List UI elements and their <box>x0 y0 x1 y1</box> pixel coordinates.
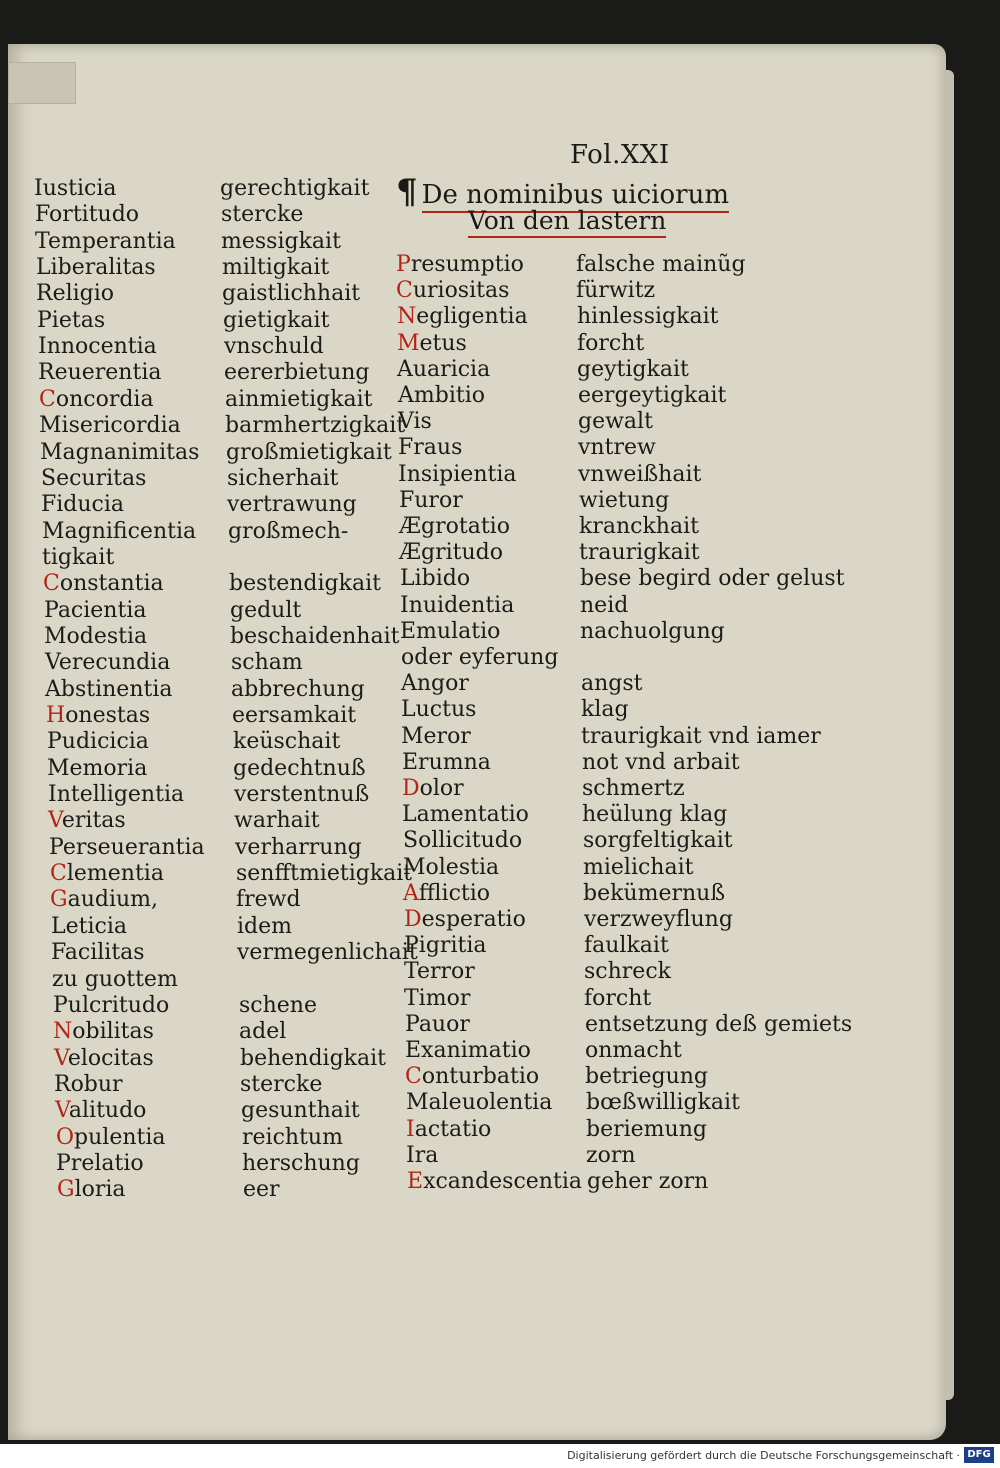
latin-term: Fortitudo <box>35 202 140 228</box>
german-term: beriemung <box>586 1116 707 1142</box>
german-term: eer <box>243 1177 280 1203</box>
german-term: bœßwilligkait <box>586 1090 740 1116</box>
latin-term: zu guottem <box>52 966 178 992</box>
latin-term: Lamentatio <box>402 802 529 828</box>
latin-term: Temperantia <box>35 228 176 254</box>
german-term: not vnd arbait <box>582 749 740 775</box>
latin-term: Excandescentia <box>407 1169 582 1194</box>
latin-term: Afflictio <box>403 880 491 906</box>
latin-term: Iusticia <box>34 176 117 201</box>
latin-term: Misericordia <box>39 413 181 439</box>
german-term: verstentnuß <box>234 782 370 808</box>
latin-term: Ægrotatio <box>399 514 510 539</box>
latin-term: Pauor <box>405 1011 470 1037</box>
german-term: fürwitz <box>576 278 656 304</box>
german-term: gedult <box>230 597 302 623</box>
page-edge <box>946 70 954 1400</box>
page-tab <box>8 62 76 104</box>
latin-term: Abstinentia <box>45 676 173 702</box>
latin-term: tigkait <box>42 544 115 570</box>
latin-term: Veritas <box>48 808 126 834</box>
latin-term: Pigritia <box>404 933 487 959</box>
german-term: eersamkait <box>232 703 357 728</box>
latin-term: Modestia <box>44 623 148 649</box>
german-term: verzweyflung <box>584 907 733 932</box>
section-title-text: De nominibus uiciorum <box>422 180 729 213</box>
german-term: gietigkait <box>223 307 330 333</box>
german-term: klag <box>581 697 629 723</box>
latin-term: Molestia <box>403 854 500 880</box>
latin-term: Conturbatio <box>405 1064 540 1090</box>
german-term: warhait <box>234 808 320 834</box>
german-term: schene <box>239 992 317 1018</box>
german-term: scham <box>231 650 303 676</box>
german-term: forcht <box>577 330 645 356</box>
latin-term: Constantia <box>43 571 164 597</box>
latin-term: Erumna <box>402 749 491 775</box>
german-term: keüschait <box>233 729 341 755</box>
german-term: geytigkait <box>577 356 689 382</box>
german-term: vnweißhait <box>578 461 702 487</box>
latin-term: Prelatio <box>56 1150 144 1176</box>
german-term: vermegenlichait <box>237 940 418 966</box>
latin-term: Valitudo <box>55 1098 147 1124</box>
latin-term: Dolor <box>402 776 464 801</box>
latin-term: Terror <box>404 959 475 985</box>
latin-term: Facilitas <box>51 940 145 966</box>
latin-term: Presumptio <box>396 252 524 277</box>
latin-term: Pacientia <box>44 597 147 623</box>
german-term: barmhertzigkait <box>225 413 406 439</box>
german-term: großmech- <box>228 518 349 544</box>
latin-term: oder eyferung <box>401 645 559 670</box>
latin-term: Memoria <box>47 755 148 781</box>
german-term: eererbietung <box>224 360 370 386</box>
latin-term: Insipientia <box>398 461 517 487</box>
german-term: gaistlichhait <box>222 281 361 307</box>
folio-number: Fol.XXI <box>570 140 670 170</box>
german-term: entsetzung deß gemiets <box>585 1011 853 1037</box>
latin-term: Ægritudo <box>399 540 503 566</box>
latin-term: Liberalitas <box>36 255 156 281</box>
latin-term: Honestas <box>46 703 151 728</box>
german-term: ainmietigkait <box>225 386 373 412</box>
latin-term: Fiducia <box>41 492 125 518</box>
german-term: eergeytigkait <box>578 383 727 408</box>
german-term: neid <box>580 592 629 618</box>
latin-term: Vis <box>398 409 432 435</box>
latin-term: Pudicicia <box>47 729 149 755</box>
german-term: wietung <box>579 487 670 513</box>
german-term: abbrechung <box>231 676 365 702</box>
latin-term: Securitas <box>41 465 147 491</box>
latin-term: Gloria <box>57 1177 126 1203</box>
german-term: reichtum <box>242 1124 343 1150</box>
german-term: senfftmietigkait <box>236 861 413 887</box>
latin-term: Meror <box>401 723 471 749</box>
latin-term: Libido <box>400 566 471 592</box>
german-term: herschung <box>242 1150 360 1176</box>
footer-bar <box>0 1444 1000 1468</box>
german-term: idem <box>237 913 292 939</box>
german-term: messigkait <box>221 228 341 254</box>
latin-term: Maleuolentia <box>406 1090 553 1116</box>
latin-term: Magnanimitas <box>40 439 200 465</box>
german-term: gesunthait <box>241 1098 360 1124</box>
latin-term: Concordia <box>39 386 154 412</box>
latin-term: Nobilitas <box>53 1019 154 1045</box>
pilcrow-mark: ¶ <box>396 172 418 212</box>
german-term: angst <box>581 671 643 697</box>
german-term: falsche mainũg <box>576 252 746 277</box>
german-term: bese begird oder gelust <box>580 566 845 592</box>
latin-term: Emulatio <box>400 618 501 644</box>
latin-term: Clementia <box>50 861 164 887</box>
latin-term: Timor <box>404 985 471 1011</box>
german-term: traurigkait <box>579 540 700 566</box>
german-term: bekümernuß <box>583 880 726 906</box>
latin-term: Leticia <box>51 913 127 939</box>
german-term: hinlessigkait <box>577 304 719 330</box>
latin-term: Iactatio <box>406 1116 492 1142</box>
german-term: schmertz <box>582 776 685 801</box>
german-term: großmietigkait <box>226 439 392 465</box>
latin-term: Furor <box>399 487 463 513</box>
latin-term: Innocentia <box>38 334 157 360</box>
german-term: forcht <box>584 985 652 1011</box>
german-term: kranckhait <box>579 514 699 539</box>
german-term: geher zorn <box>587 1169 709 1194</box>
german-term: gerechtigkait <box>220 176 370 201</box>
latin-term: Pulcritudo <box>53 992 170 1018</box>
latin-term: Religio <box>36 281 115 307</box>
latin-term: Exanimatio <box>405 1038 531 1063</box>
german-term: bestendigkait <box>229 571 381 597</box>
german-term: mielichait <box>583 854 694 880</box>
german-term: stercke <box>221 202 304 228</box>
german-term: vertrawung <box>227 492 357 518</box>
latin-term: Curiositas <box>396 278 510 304</box>
german-term: nachuolgung <box>580 618 725 644</box>
latin-term: Perseuerantia <box>49 834 205 860</box>
dfg-logo: DFG <box>964 1447 994 1463</box>
latin-term: Ambitio <box>398 383 485 408</box>
latin-term: Desperatio <box>404 907 526 932</box>
german-term: adel <box>239 1019 287 1045</box>
latin-term: Negligentia <box>397 304 528 330</box>
german-term: betriegung <box>585 1064 709 1090</box>
latin-term: Auaricia <box>397 356 491 382</box>
latin-term: Magnificentia <box>42 518 197 544</box>
german-term: gedechtnuß <box>233 755 366 781</box>
latin-term: Ira <box>406 1142 439 1168</box>
german-term: beschaidenhait <box>230 623 400 649</box>
german-term: onmacht <box>585 1038 682 1063</box>
latin-term: Pietas <box>37 307 106 333</box>
section-subtitle-text: Von den lastern <box>468 206 666 238</box>
funding-credit: Digitalisierung gefördert durch die Deutsche Forschungsgemeinschaft · <box>567 1449 960 1462</box>
section-subtitle <box>468 206 666 235</box>
german-term: verharrung <box>235 834 362 860</box>
latin-term: Opulentia <box>56 1124 166 1150</box>
german-term: vnschuld <box>224 334 324 360</box>
german-term: miltigkait <box>222 255 330 281</box>
latin-term: Fraus <box>398 435 463 461</box>
german-term: vntrew <box>578 435 656 461</box>
german-term: faulkait <box>584 933 669 959</box>
german-term: traurigkait vnd iamer <box>581 723 821 749</box>
latin-term: Angor <box>401 671 469 697</box>
latin-term: Luctus <box>401 697 477 723</box>
latin-term: Inuidentia <box>400 592 515 618</box>
latin-term: Robur <box>54 1071 123 1097</box>
german-term: schreck <box>584 959 671 985</box>
latin-term: Intelligentia <box>48 782 185 808</box>
latin-term: Verecundia <box>45 650 171 676</box>
german-term: gewalt <box>578 409 653 435</box>
latin-term: Reuerentia <box>38 360 162 386</box>
latin-term: Sollicitudo <box>403 828 523 854</box>
german-term: sicherhait <box>227 465 339 491</box>
german-term: heülung klag <box>582 802 728 828</box>
german-term: behendigkait <box>240 1045 386 1071</box>
german-term: stercke <box>240 1071 323 1097</box>
latin-term: Velocitas <box>54 1045 154 1071</box>
latin-term: Metus <box>397 330 467 356</box>
german-term: zorn <box>586 1142 636 1168</box>
latin-term: Gaudium, <box>50 887 159 913</box>
german-term: sorgfeltigkait <box>583 828 733 854</box>
german-term: frewd <box>236 887 301 913</box>
